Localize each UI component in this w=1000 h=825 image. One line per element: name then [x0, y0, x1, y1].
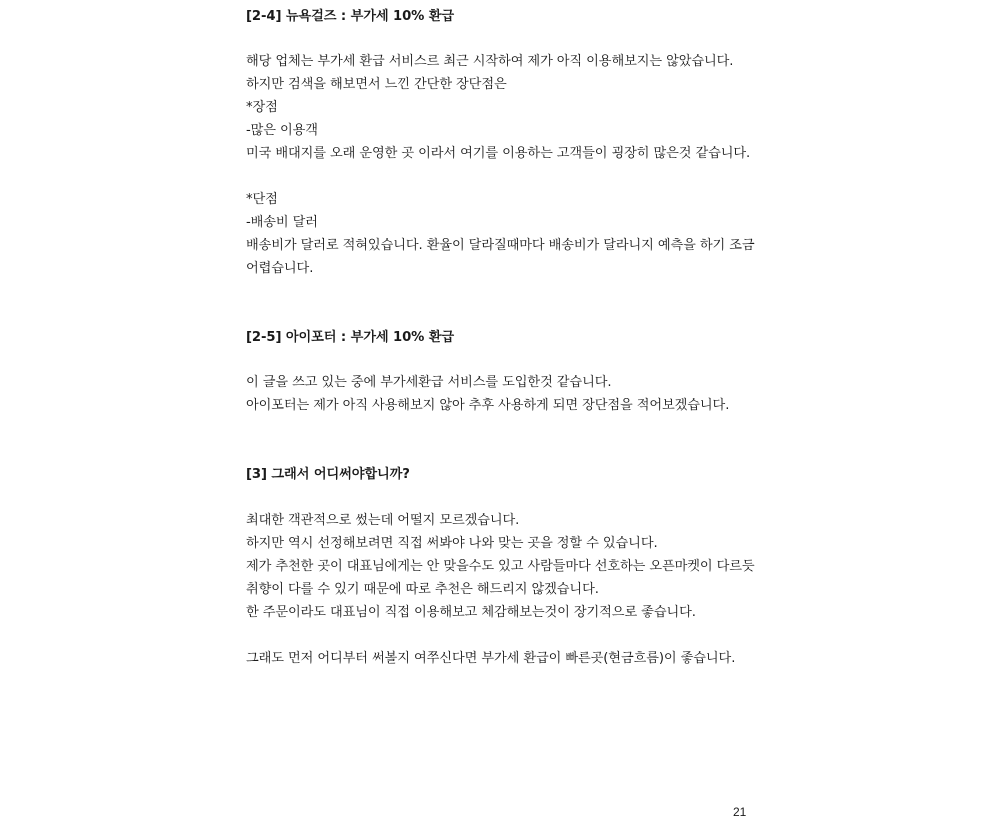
section-heading-2-5: [2-5] 아이포터 : 부가세 10% 환급 — [246, 330, 455, 345]
paragraph-line: 한 주문이라도 대표님이 직접 이용해보고 체감해보는것이 장기적으로 좋습니다. — [246, 605, 696, 620]
paragraph-line: 그래도 먼저 어디부터 써볼지 여쭈신다면 부가세 환급이 빠른곳(현금흐름)이 좋습니다. — [246, 651, 736, 666]
paragraph-line: 미국 배대지를 오래 운영한 곳 이라서 여기를 이용하는 고객들이 굉장히 많은것 같습니다. — [246, 146, 751, 161]
list-label-pros: *장점 — [246, 100, 278, 115]
list-label-cons: *단점 — [246, 192, 278, 207]
paragraph-line: 아이포터는 제가 아직 사용해보지 않아 추후 사용하게 되면 장단점을 적어보겠습니다. — [246, 398, 730, 413]
paragraph-line: 해당 업체는 부가세 환급 서비스르 최근 시작하여 제가 아직 이용해보지는 않았습니다. — [246, 54, 734, 69]
list-item: -많은 이용객 — [246, 123, 318, 138]
paragraph-line: 이 글을 쓰고 있는 중에 부가세환급 서비스를 도입한것 같습니다. — [246, 375, 612, 390]
paragraph-line: 배송비가 달러로 적혀있습니다. 환율이 달라질때마다 배송비가 달라니지 예측을 하기 조금 — [246, 238, 755, 253]
paragraph-line: 하지만 검색을 해보면서 느낀 간단한 장단점은 — [246, 77, 507, 92]
page-number: 21 — [733, 805, 747, 819]
paragraph-line: 최대한 객관적으로 썼는데 어떨지 모르겠습니다. — [246, 513, 520, 528]
section-heading-2-4: [2-4] 뉴욕걸즈 : 부가세 10% 환급 — [246, 9, 455, 24]
list-item: -배송비 달러 — [246, 215, 318, 230]
paragraph-line: 취향이 다를 수 있기 때문에 따로 추천은 해드리지 않겠습니다. — [246, 582, 599, 597]
paragraph-line: 하지만 역시 선정해보려면 직접 써봐야 나와 맞는 곳을 정할 수 있습니다. — [246, 536, 658, 551]
section-heading-3: [3] 그래서 어디써야합니까? — [246, 467, 410, 482]
paragraph-line: 제가 추천한 곳이 대표님에게는 안 맞을수도 있고 사람들마다 선호하는 오픈마켓이 다르듯 — [246, 559, 755, 574]
paragraph-line: 어렵습니다. — [246, 261, 314, 276]
